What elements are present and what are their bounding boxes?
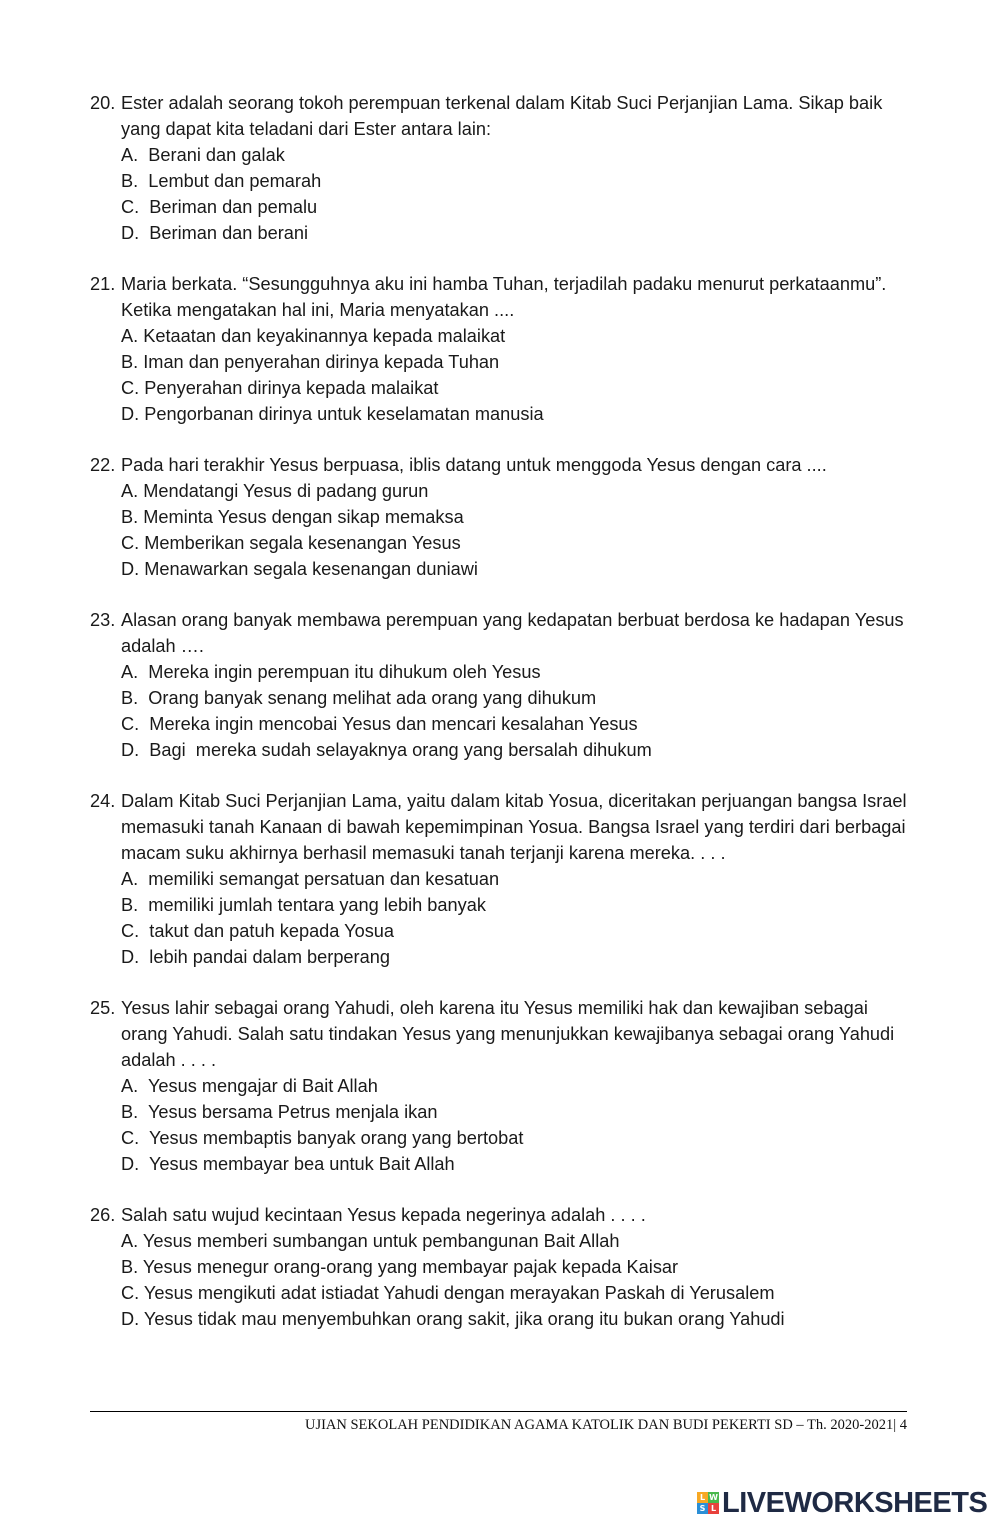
answer-option: C. Yesus mengikuti adat istiadat Yahudi dengan merayakan Paskah di Yerusalem: [121, 1283, 775, 1303]
answer-option: C. Memberikan segala kesenangan Yesus: [121, 533, 461, 553]
answer-option: D. Beriman dan berani: [121, 223, 309, 243]
answer-option: B. Yesus menegur orang-orang yang membayar pajak kepada Kaisar: [121, 1257, 679, 1277]
logo-tile: W: [709, 1493, 718, 1502]
answer-options: [121, 478, 910, 582]
answer-option: A. Yesus mengajar di Bait Allah: [121, 1076, 378, 1096]
brand-name: LIVEWORKSHEETS: [722, 1486, 988, 1519]
question-number: 24.: [90, 791, 116, 811]
question-text: Dalam Kitab Suci Perjanjian Lama, yaitu dalam kitab Yosua, diceritakan perjuangan bangsa Israel memasuki tanah Kanaan di bawah kepemimpinan Yosua. Bangsa Israel yang terdiri dari berbagai macam suku akhirnya berhasil memasuki tanah terjanji karena mereka. . . .: [121, 791, 907, 863]
question-text: Maria berkata. “Sesungguhnya aku ini hamba Tuhan, terjadilah padaku menurut perkataanmu”. Ketika mengatakan hal ini, Maria menyatakan ....: [121, 274, 887, 320]
answer-option: A. Berani dan galak: [121, 145, 285, 165]
answer-option: B. Iman dan penyerahan dirinya kepada Tuhan: [121, 352, 500, 372]
answer-options: [121, 1073, 910, 1177]
question-text: Alasan orang banyak membawa perempuan yang kedapatan berbuat berdosa ke hadapan Yesus adalah ….: [121, 610, 904, 656]
logo-tile: L: [697, 1492, 708, 1503]
answer-options: [121, 142, 910, 246]
question-number: 21.: [90, 274, 116, 294]
logo-tile: L: [708, 1503, 719, 1514]
question-item: [90, 788, 910, 970]
answer-option: A. Ketaatan dan keyakinannya kepada malaikat: [121, 326, 506, 346]
liveworksheets-brand: [697, 1483, 987, 1523]
question-list: [90, 90, 910, 1357]
question-text: Salah satu wujud kecintaan Yesus kepada negerinya adalah . . . .: [121, 1205, 646, 1225]
answer-option: D. Bagi mereka sudah selayaknya orang yang bersalah dihukum: [121, 740, 652, 760]
question-item: [90, 607, 910, 763]
answer-options: [121, 1228, 910, 1332]
question-item: [90, 995, 910, 1177]
answer-option: D. Yesus tidak mau menyembuhkan orang sakit, jika orang itu bukan orang Yahudi: [121, 1309, 785, 1329]
answer-option: D. Menawarkan segala kesenangan duniawi: [121, 559, 478, 579]
question-number: 22.: [90, 455, 116, 475]
question-item: [90, 271, 910, 427]
question-item: [90, 1202, 910, 1332]
question-number: 26.: [90, 1205, 116, 1225]
answer-option: A. Mendatangi Yesus di padang gurun: [121, 481, 429, 501]
answer-option: B. Orang banyak senang melihat ada orang yang dihukum: [121, 688, 597, 708]
answer-option: B. Lembut dan pemarah: [121, 171, 322, 191]
answer-option: B. Yesus bersama Petrus menjala ikan: [121, 1102, 438, 1122]
answer-option: C. Mereka ingin mencobai Yesus dan mencari kesalahan Yesus: [121, 714, 638, 734]
answer-options: [121, 323, 910, 427]
answer-option: A. Yesus memberi sumbangan untuk pembangunan Bait Allah: [121, 1231, 620, 1251]
question-text: Ester adalah seorang tokoh perempuan terkenal dalam Kitab Suci Perjanjian Lama. Sikap baik yang dapat kita teladani dari Ester antara lain:: [121, 93, 883, 139]
answer-options: [121, 866, 910, 970]
answer-option: B. Meminta Yesus dengan sikap memaksa: [121, 507, 464, 527]
answer-option: B. memiliki jumlah tentara yang lebih banyak: [121, 895, 486, 915]
question-text: Pada hari terakhir Yesus berpuasa, iblis datang untuk menggoda Yesus dengan cara ....: [121, 455, 827, 475]
question-item: [90, 90, 910, 246]
answer-option: C. Yesus membaptis banyak orang yang bertobat: [121, 1128, 524, 1148]
answer-option: C. Penyerahan dirinya kepada malaikat: [121, 378, 439, 398]
answer-option: D. Pengorbanan dirinya untuk keselamatan manusia: [121, 404, 544, 424]
answer-options: [121, 659, 910, 763]
question-text: Yesus lahir sebagai orang Yahudi, oleh karena itu Yesus memiliki hak dan kewajiban sebagai orang Yahudi. Salah satu tindakan Yesus yang menunjukkan kewajibanya sebagai orang Yahudi adalah . . . .: [121, 998, 895, 1070]
question-number: 25.: [90, 998, 116, 1018]
footer-text: UJIAN SEKOLAH PENDIDIKAN AGAMA KATOLIK DAN BUDI PEKERTI SD – Th. 2020-2021| 4: [304, 1417, 907, 1433]
footer-divider: [90, 1411, 907, 1412]
liveworksheets-logo-icon: [697, 1492, 719, 1514]
answer-option: D. Yesus membayar bea untuk Bait Allah: [121, 1154, 455, 1174]
question-number: 20.: [90, 93, 116, 113]
answer-option: A. Mereka ingin perempuan itu dihukum oleh Yesus: [121, 662, 541, 682]
answer-option: C. takut dan patuh kepada Yosua: [121, 921, 395, 941]
answer-option: A. memiliki semangat persatuan dan kesatuan: [121, 869, 500, 889]
question-number: 23.: [90, 610, 116, 630]
answer-option: C. Beriman dan pemalu: [121, 197, 318, 217]
question-item: [90, 452, 910, 582]
logo-tile: S: [697, 1503, 708, 1514]
answer-option: D. lebih pandai dalam berperang: [121, 947, 390, 967]
